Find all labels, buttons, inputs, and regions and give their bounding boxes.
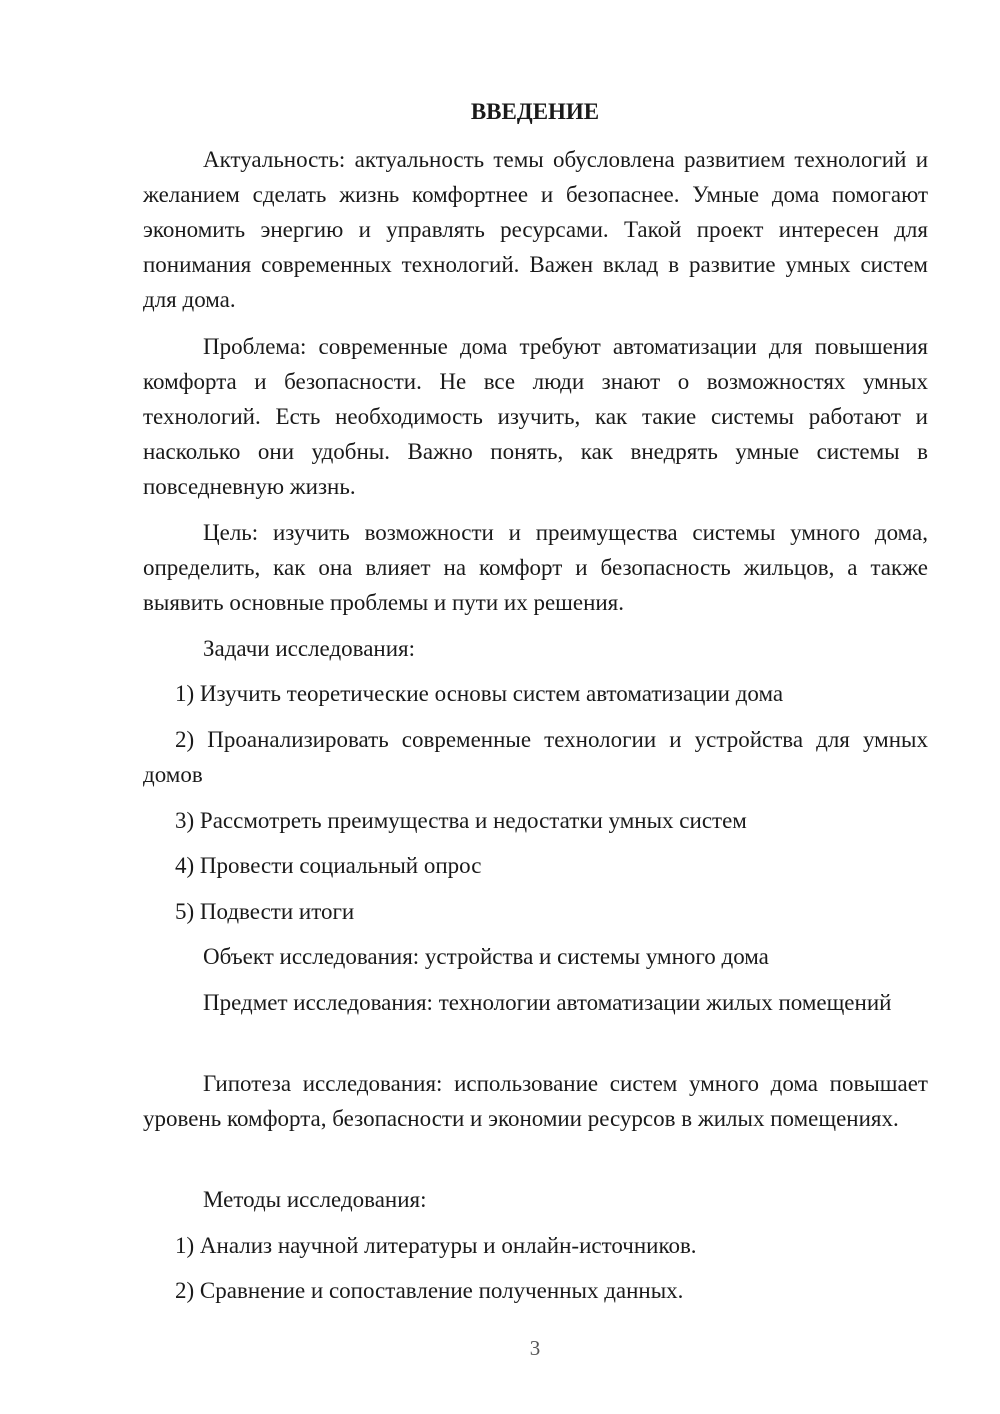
task-item-5: 5) Подвести итоги [175,899,355,924]
task-item-2: 2) Проанализировать современные технологии и устройства для умных домов [143,727,928,787]
method-item-1: 1) Анализ научной литературы и онлайн-источников. [175,1233,697,1258]
research-hypothesis: Гипотеза исследования: использование систем умного дома повышает уровень комфорта, безопасности и экономии ресурсов в жилых помещениях. [143,1071,928,1131]
task-item-3: 3) Рассмотреть преимущества и недостатки умных систем [175,808,747,833]
tasks-title: Задачи исследования: [203,636,416,661]
research-subject: Предмет исследования: технологии автоматизации жилых помещений [203,990,892,1015]
paragraph-goal: Цель: изучить возможности и преимущества системы умного дома, определить, как она влияет на комфорт и безопасность жильцов, а также выявить основные проблемы и пути их решения. [143,520,928,615]
task-item-4: 4) Провести социальный опрос [175,853,482,878]
methods-title: Методы исследования: [203,1187,427,1212]
section-heading: ВВЕДЕНИЕ [470,99,600,124]
paragraph-relevance: Актуальность: актуальность темы обусловлена развитием технологий и желанием сделать жизнь комфортнее и безопаснее. Умные дома помогают экономить энергию и управлять ресурсами. Такой проект интересен для понимания современных технологий. Важен вклад в развитие умных систем для дома. [143,147,928,312]
paragraph-problem: Проблема: современные дома требуют автоматизации для повышения комфорта и безопасности. Не все люди знают о возможностях умных технологий. Есть необходимость изучить, как такие системы работают и насколько они удобны. Важно понять, как внедрять умные системы в повседневную жизнь. [143,334,928,499]
page-number: 3 [529,1336,541,1360]
method-item-2: 2) Сравнение и сопоставление полученных данных. [175,1278,684,1303]
research-object: Объект исследования: устройства и системы умного дома [203,944,769,969]
task-item-1: 1) Изучить теоретические основы систем автоматизации дома [175,681,784,706]
